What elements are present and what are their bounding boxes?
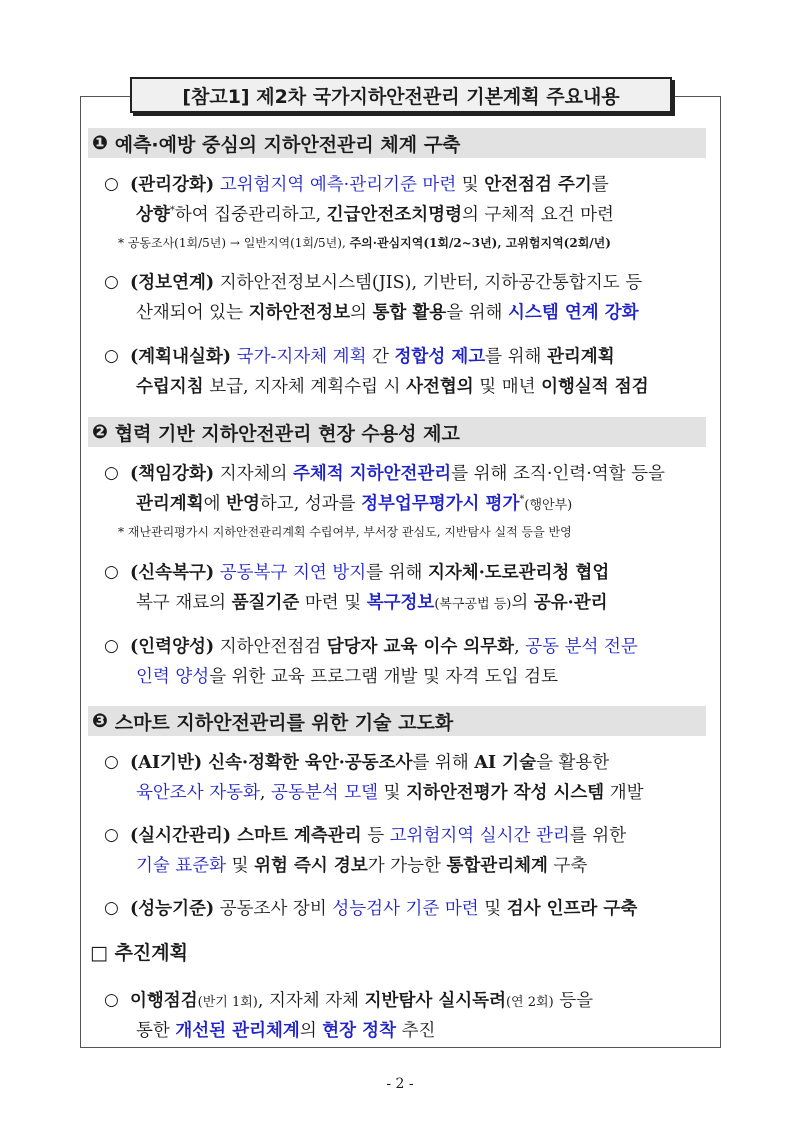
s1-item1-footnote: * 공동조사(1회/5년) → 일반지역(1회/5년), 주의·관심지역(1회/2~3년), 고위험지역(2회/년): [118, 236, 611, 250]
s3-item2-label: (실시간관리): [130, 826, 232, 846]
s3-item3-line1: (성능기준) 공동조사 장비 성능검사 기준 마련 및 검사 인프라 구축: [130, 899, 638, 919]
s2-item2-line2: 복구 재료의 품질기준 마련 및 복구정보(복구공법 등)의 공유·관리: [136, 593, 608, 613]
s2-item1-line2: 관리계획에 반영하고, 성과를 정부업무평가시 평가*(행안부): [136, 494, 573, 514]
s2-item3-line2: 인력 양성을 위한 교육 프로그램 개발 및 자격 도입 검토: [136, 667, 558, 687]
s2-item3-label: (인력양성): [130, 637, 215, 657]
plan-header: [90, 938, 188, 965]
s2-item2-label: (신속복구): [130, 563, 215, 583]
bullet-marker: ○: [104, 346, 119, 366]
plan-item1-line2: 통한 개선된 관리체계의 현장 정착 추진: [136, 1021, 436, 1041]
s3-item3-label: (성능기준): [130, 899, 215, 919]
section-1-title: 예측·예방 중심의 지하안전관리 체계 구축: [114, 133, 461, 156]
page-number: - 2 -: [386, 1076, 414, 1092]
s1-item1-line1: (관리강화) 고위험지역 예측·관리기준 마련 및 안전점검 주기를: [130, 175, 609, 195]
section-1-marker: ❶: [92, 132, 109, 154]
section-3-marker: ❸: [92, 710, 109, 732]
s3-item2-line1: (실시간관리) 스마트 계측관리 등 고위험지역 실시간 관리를 위한: [130, 826, 627, 846]
s1-item2-line1: (정보연계) 지하안전정보시스템(JIS), 기반터, 지하공간통합지도 등: [130, 273, 643, 293]
bullet-marker: ○: [104, 562, 119, 582]
section-2-marker: ❷: [92, 421, 109, 443]
plan-title: 추진계획: [114, 942, 188, 964]
s2-item1-footnote: * 재난관리평가시 지하안전관리계획 수립여부, 부서장 관심도, 지반탐사 실적 등을 반영: [118, 525, 572, 539]
bullet-marker: ○: [104, 636, 119, 656]
s2-item2-line1: (신속복구) 공동복구 지연 방지를 위해 지자체·도로관리청 협업: [130, 563, 610, 583]
section-2-header: [88, 417, 706, 447]
bullet-marker: ○: [104, 463, 119, 483]
section-3-header: [88, 706, 706, 736]
bullet-marker: ○: [104, 825, 119, 845]
bullet-marker: ○: [104, 174, 119, 194]
plan-item1-line1: 이행점검(반기 1회), 지자체 자체 지반탐사 실시독려(연 2회) 등을: [130, 991, 594, 1011]
bullet-marker: ○: [104, 272, 119, 292]
s3-item1-line1: (AI기반) 신속·정확한 육안·공동조사를 위해 AI 기술을 활용한: [130, 753, 610, 773]
s2-item1-line1: (책임강화) 지자체의 주체적 지하안전관리를 위해 조직·인력·역할 등을: [130, 464, 665, 484]
bullet-marker: ○: [104, 752, 119, 772]
s1-item3-line2: 수립지침 보급, 지자체 계획수립 시 사전협의 및 매년 이행실적 점검: [136, 377, 649, 397]
s1-item3-line1: (계획내실화) 국가-지자체 계획 간 정합성 제고를 위해 관리계획: [130, 347, 615, 367]
s1-item1-line2: 상향*하여 집중관리하고, 긴급안전조치명령의 구체적 요건 마련: [136, 205, 614, 225]
s1-item1-label: (관리강화): [130, 175, 215, 195]
s2-item1-label: (책임강화): [130, 464, 215, 484]
bullet-marker: ○: [104, 898, 119, 918]
s1-item3-label: (계획내실화): [130, 347, 232, 367]
section-2-title: 협력 기반 지하안전관리 현장 수용성 제고: [114, 422, 460, 445]
s1-item2-line2: 산재되어 있는 지하안전정보의 통합 활용을 위해 시스템 연계 강화: [136, 303, 639, 323]
s1-item2-label: (정보연계): [130, 273, 215, 293]
s3-item2-line2: 기술 표준화 및 위험 즉시 경보가 가능한 통합관리체계 구축: [136, 856, 588, 876]
s2-item3-line1: (인력양성) 지하안전점검 담당자 교육 이수 의무화, 공동 분석 전문: [130, 637, 638, 657]
reference-title: [참고1] 제2차 국가지하안전관리 기본계획 주요내용: [130, 77, 672, 113]
section-3-title: 스마트 지하안전관리를 위한 기술 고도화: [114, 711, 454, 734]
s3-item1-label: (AI기반): [130, 753, 203, 773]
bullet-marker: ○: [104, 990, 119, 1010]
section-1-header: [88, 128, 706, 158]
checkbox-square-icon: □: [90, 942, 108, 964]
s3-item1-line2: 육안조사 자동화, 공동분석 모델 및 지하안전평가 작성 시스템 개발: [136, 783, 644, 803]
